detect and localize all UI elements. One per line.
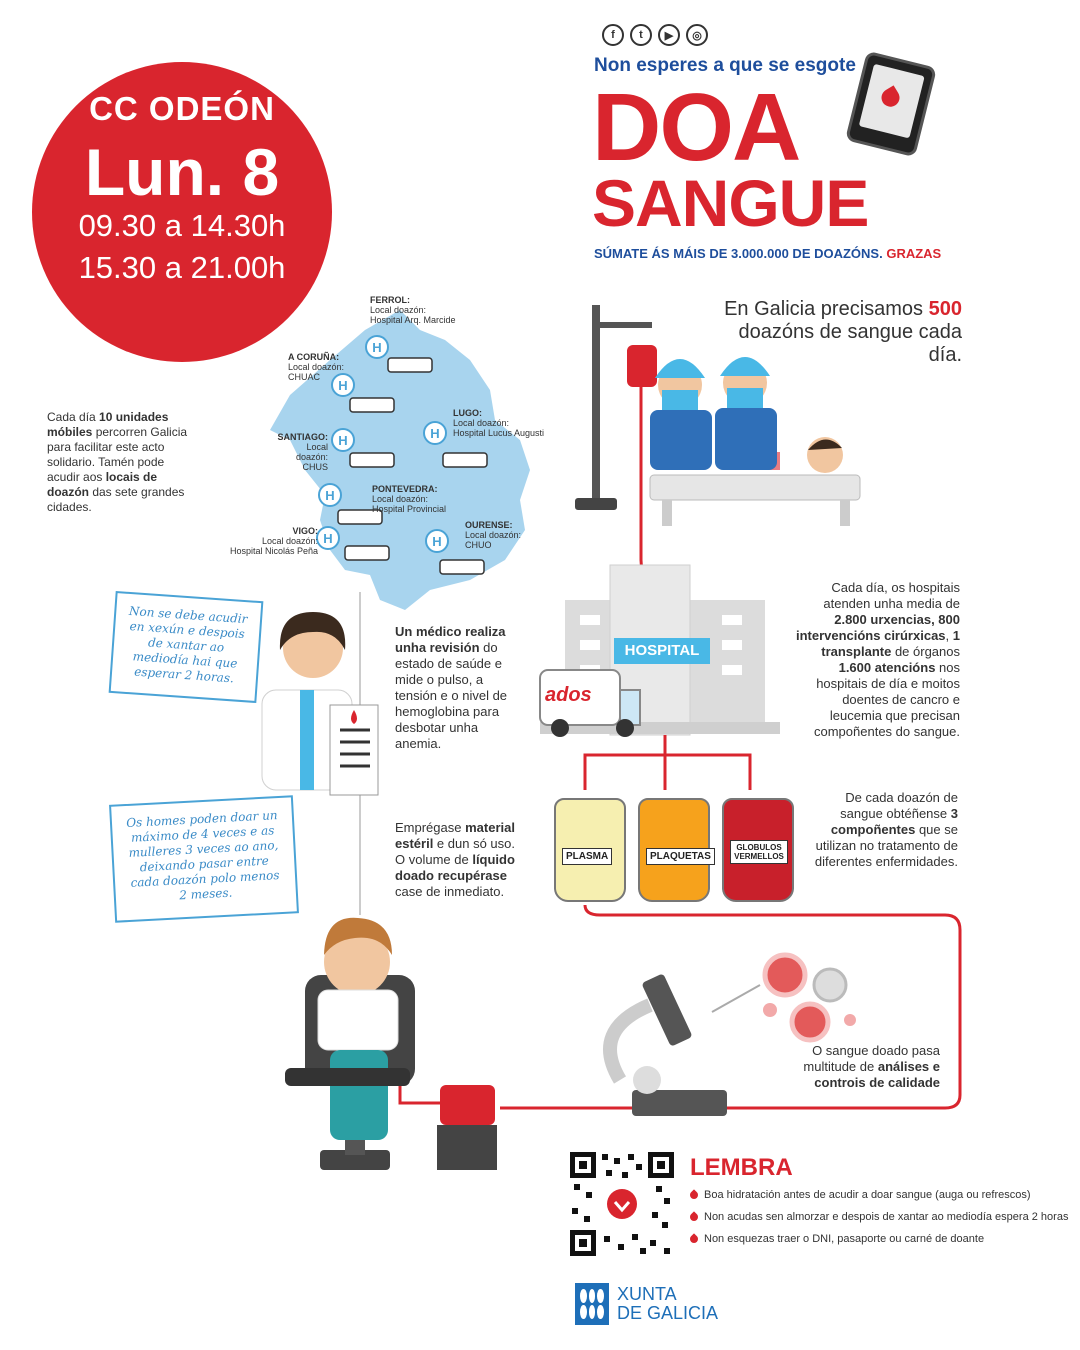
hospital-stats-text [790,580,960,740]
event-date: Lun. 8 [84,135,280,209]
map-city: SANTIAGO: [277,432,328,442]
map-line: Hospital Provincial [372,504,447,514]
lembra-list [690,1184,1070,1250]
event-time-morning: 09.30 a 14.30h [78,208,286,243]
map-line: Local doazón: [453,418,510,428]
xunta-line2: DE GALICIA [617,1303,719,1323]
text-part: das sete grandes cidades. [47,485,185,514]
map-location-pontevedra [372,484,446,514]
map-line: CHUO [465,540,492,550]
instagram-icon[interactable]: ◎ [686,24,708,46]
note-frequency: Os homes poden doar un máximo de 4 veces e as mulleres 3 veces ao ano, deixando pasar entre cada doazón polo menos 2 meses. [109,795,299,922]
event-venue: CC ODEÓN [89,90,275,127]
map-line: Local [306,442,328,452]
slogan: Non esperes a que se esgote [594,55,856,76]
text-part: nos hospitais de día e moitos doentes de cancro e leucemia que precisan compoñentes do sangue. [814,660,960,739]
xunta-emblem-icon [575,1283,609,1325]
map-line: Local doazón: [465,530,522,540]
map-line: doazón: CHUS [295,452,328,472]
map-location-coruna [288,352,344,382]
map-location-ourense [465,520,521,550]
twitter-icon[interactable]: t [630,24,652,46]
map-line: Local doazón: [372,494,429,504]
map-line: Hospital Lucus Augusti [453,428,545,438]
text-bold: locais de doazón [47,470,158,499]
lembra-title: LEMBRA [690,1154,793,1181]
map-line: Local doazón: [261,536,318,546]
map-city: OURENSE: [465,520,513,530]
lembra-item [690,1184,1070,1206]
map-location-ferrol [370,295,456,325]
map-city: VIGO: [292,526,318,536]
text-part: case de inmediato. [395,884,505,899]
text-part: do estado de saúde e mide o pulso, a tensión e o nivel de hemoglobina para desbotar unha anemia. [395,640,508,751]
bag-label: PLAQUETAS [646,848,715,865]
text-part: O sangue doado pasa multitude de [803,1043,940,1074]
title-doa: DOA [592,74,800,181]
qr-code-graphic [570,1152,674,1256]
facebook-icon[interactable]: f [602,24,624,46]
note-fasting: Non se debe acudir en xexún e despois de xantar ao mediodía hai que esperar 2 horas. [109,591,264,703]
text-part: percorren Galicia para facilitar este acto solidario. Tamén pode acudir aos [47,425,188,484]
svg-text:H: H [323,531,333,546]
text-bold: 10 unidades móbiles [47,410,169,439]
text-part: de órganos [891,644,960,659]
components-text [808,790,958,870]
text-bold: 3 compoñentes [830,806,958,837]
bag-platelets [638,798,710,902]
svg-text:H: H [325,488,335,503]
mobile-units-text [47,410,197,515]
text-bold: 1.600 atencións [838,660,936,675]
text-bold: 2.800 urxencias, 800 intervencións cirúrxicas [795,612,960,643]
lembra-item [690,1206,1070,1228]
need-prefix: En Galicia precisamos [724,298,929,320]
bag-label: PLASMA [562,848,612,865]
youtube-icon[interactable]: ▶ [658,24,680,46]
qr-code[interactable] [570,1152,674,1256]
map-location-santiago [268,432,328,472]
need-suffix: doazóns de sangue cada día. [738,321,962,366]
tagline-thanks: GRAZAS [886,246,942,261]
lembra-item-text: Non esquezas traer o DNI, pasaporte ou carné de doante [704,1233,985,1245]
map-line: Local doazón: [288,362,345,372]
map-line: Hospital Arq. Marcide [370,315,456,325]
svg-text:H: H [430,426,440,441]
text-bold: análises e controis de calidade [814,1059,940,1090]
material-text [395,820,527,900]
ados-logo: ados [545,684,592,706]
map-location-vigo [200,526,318,556]
map-location-lugo [453,408,544,438]
xunta-logo [575,1283,718,1325]
svg-text:H: H [372,340,382,355]
bag-plasma [554,798,626,902]
doctor-text [395,624,515,752]
event-time-afternoon: 15.30 a 21.00h [78,250,286,285]
drop-bullet-icon [688,1211,699,1222]
text-part: Cada día [47,410,100,424]
drop-bullet-icon [688,1189,699,1200]
map-city: LUGO: [453,408,482,418]
text-part: e dun só uso. O volume de [395,836,515,867]
xunta-line1: XUNTA [617,1284,677,1304]
map-city: FERROL: [370,295,410,305]
bag-label: GLOBULOS VERMELLOS [730,840,788,864]
map-line: Local doazón: [370,305,427,315]
text-bold: material estéril [395,820,515,851]
text-bold: Un médico realiza unha revisión [395,624,506,655]
text-bold: líquido doado recupérase [395,852,515,883]
text-part: Emprégase [395,820,466,835]
map-city: A CORUÑA: [288,352,340,362]
text-part: que se utilizan no tratamento de diferentes enfermidades. [814,822,958,869]
svg-text:H: H [338,433,348,448]
drop-bullet-icon [688,1233,699,1244]
tagline-text: SÚMATE ÁS MÁIS DE 3.000.000 DE DOAZÓNS. [594,246,883,261]
hospital-sign: HOSPITAL [614,638,710,664]
map-line: Hospital Nicolás Peña [229,546,318,556]
text-part: Cada día, os hospitais atenden unha media de [823,580,960,611]
lembra-item [690,1228,1070,1250]
text-part: De cada doazón de sangue obtéñense [840,790,958,821]
need-statement [700,298,962,367]
title-sangue: SANGUE [592,166,869,240]
svg-text:H: H [338,378,348,393]
text-bold: 1 transplante [821,628,960,659]
text-part: , [945,628,953,643]
map-city: PONTEVEDRA: [372,484,438,494]
need-number: 500 [928,298,962,320]
lembra-item-text: Boa hidratación antes de acudir a doar sangue (auga ou refrescos) [704,1189,1031,1201]
analysis-text [780,1043,940,1091]
map-line: CHUAC [288,372,321,382]
bag-red-cells [722,798,794,902]
svg-text:H: H [432,534,442,549]
lembra-item-text: Non acudas sen almorzar e despois de xantar ao mediodía espera 2 horas [704,1211,1069,1223]
